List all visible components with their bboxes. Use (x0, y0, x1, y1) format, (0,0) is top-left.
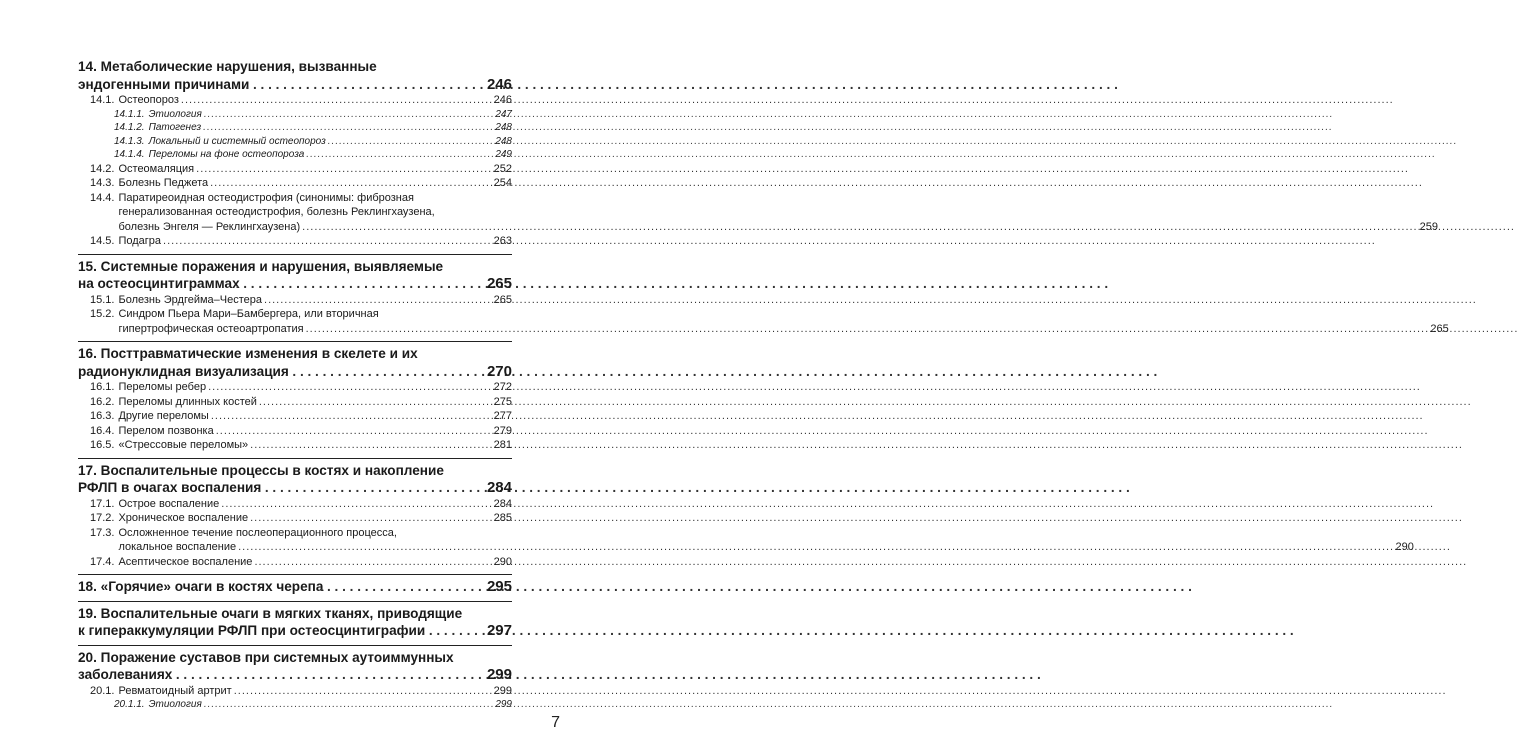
chapter-title-last-line (78, 362, 512, 381)
section-title: «Стрессовые переломы» (118, 439, 249, 451)
chapter-entry[interactable] (78, 574, 512, 601)
section-page-number: 263 (493, 235, 512, 247)
chapter-page-number: 265 (486, 275, 512, 292)
section-title-line: Синдром Пьера Мари–Бамбергера, или вторичная (118, 308, 379, 320)
section-number: 16.2. (90, 395, 115, 408)
subsection-page-number: 299 (495, 699, 512, 710)
chapter-page-number: 295 (486, 578, 512, 595)
section-number: 14.3. (90, 177, 115, 189)
section-page-number: 284 (493, 497, 512, 510)
section-number: 15.2. (90, 308, 115, 320)
chapter-title-last-line (78, 622, 512, 640)
leader-dots (264, 293, 492, 308)
leader-dots (211, 409, 492, 424)
chapter-entry[interactable] (78, 58, 1438, 254)
section-title: Подагра (118, 235, 162, 247)
subsection-number: 14.1.4. (114, 149, 145, 160)
chapter-title (78, 649, 512, 684)
section-number: 14.2. (90, 162, 115, 175)
chapter-title-line: эндогенными причинами (78, 76, 250, 92)
section-page-number: 265 (493, 293, 512, 306)
chapter-title-line: 15. Системные поражения и нарушения, выявляемые (78, 258, 444, 274)
subsection-entry[interactable] (78, 698, 512, 712)
chapter-page-number: 284 (486, 479, 512, 496)
subsection-page-number: 247 (495, 108, 512, 120)
section-page-number: 265 (1430, 322, 1449, 335)
chapter-page-number: 297 (486, 622, 512, 639)
section-entry[interactable] (78, 511, 512, 526)
subsection-number: 14.1.2. (114, 122, 145, 133)
chapter-title-line: заболеваниях (78, 667, 173, 682)
chapter-entry[interactable] (78, 645, 512, 717)
section-number: 17.2. (90, 512, 115, 524)
section-title: Переломы ребер (118, 381, 207, 393)
subsection-number: 14.1.1. (114, 108, 145, 120)
leader-dots (196, 162, 492, 177)
section-page-number: 272 (493, 381, 512, 393)
leader-dots (203, 121, 493, 135)
section-entry[interactable] (78, 307, 1449, 336)
section-entry[interactable] (78, 234, 512, 249)
leader-dots (328, 135, 494, 149)
section-title: Остеомаляция (118, 162, 195, 175)
chapter-title-line: радионуклидная визуализация (78, 363, 289, 379)
section-entry[interactable] (78, 497, 512, 512)
subsection-entry[interactable] (78, 108, 512, 122)
section-title-last-line (118, 322, 1448, 337)
section-title: Переломы длинных костей (118, 395, 257, 408)
section-title: Болезнь Эрдгейма–Честера (118, 293, 263, 306)
subsection-page-number: 248 (495, 135, 512, 147)
chapter-title-last-line (78, 275, 512, 293)
chapter-title-line: 16. Посттравматические изменения в скелете и их (78, 346, 418, 361)
subsection-number: 14.1.3. (114, 135, 145, 147)
leader-dots (174, 666, 487, 684)
leader-dots (306, 148, 493, 162)
section-title-line: Осложненное течение послеоперационного процесса, (118, 526, 397, 539)
section-title: Ревматоидный артрит (118, 684, 232, 697)
leader-dots (181, 93, 492, 108)
subsection-title: Этиология (148, 108, 202, 120)
leader-dots (210, 176, 492, 191)
section-page-number: 252 (493, 162, 512, 175)
chapter-title-last-line (78, 479, 512, 497)
subsection-entry[interactable] (78, 121, 512, 135)
section-number: 16.3. (90, 410, 115, 422)
chapter-page-number: 270 (486, 362, 512, 380)
section-entry[interactable] (78, 684, 512, 699)
chapter-title (78, 462, 512, 497)
subsection-title: Переломы на фоне остеопороза (148, 149, 305, 160)
subsection-title: Этиология (148, 699, 202, 710)
subsection-entry[interactable] (78, 135, 512, 149)
chapter-title-line: 17. Воспалительные процессы в костях и накопление (78, 462, 444, 478)
chapter-page-number: 246 (486, 75, 512, 93)
chapter-entry[interactable] (78, 254, 1449, 342)
chapter-title-line: 14. Метаболические нарушения, вызванные (78, 59, 377, 74)
section-number: 20.1. (90, 684, 115, 697)
section-title-block (118, 307, 1448, 336)
chapter-page-number: 299 (486, 666, 512, 683)
leader-dots (216, 424, 492, 439)
section-title-last-line (118, 220, 1437, 235)
chapter-title (78, 605, 512, 640)
leader-dots (204, 698, 494, 712)
chapter-title-line: на остеосцинтиграммах (78, 276, 240, 291)
section-number: 15.1. (90, 293, 115, 306)
chapter-title-line: к гипераккумуляции РФЛП при остеосцинтиграфии (78, 623, 426, 638)
leader-dots (234, 684, 492, 699)
section-title-line: гипертрофическая остеоартропатия (118, 322, 304, 335)
section-entry[interactable] (78, 555, 512, 570)
section-page-number: 246 (493, 94, 512, 106)
section-page-number: 290 (1395, 541, 1414, 553)
chapter-title (78, 578, 512, 596)
subsection-page-number: 248 (495, 122, 512, 133)
section-number: 16.4. (90, 424, 115, 437)
chapter-title (78, 58, 512, 93)
chapter-title-line: 20. Поражение суставов при системных аутоиммунных (78, 649, 454, 665)
subsection-title: Локальный и системный остеопороз (148, 135, 326, 147)
section-page-number: 285 (493, 512, 512, 524)
leader-dots (302, 220, 1417, 235)
chapter-title-line: 19. Воспалительные очаги в мягких тканях, приводящие (78, 605, 463, 621)
chapter-entry[interactable] (78, 601, 512, 645)
subsection-number: 20.1.1. (114, 699, 145, 710)
chapter-title-line: 18. «Горячие» очаги в костях черепа (78, 579, 324, 594)
chapter-title-last-line (78, 75, 512, 94)
section-number: 14.4. (90, 191, 115, 204)
leader-dots (163, 234, 492, 249)
chapter-entry[interactable] (78, 458, 1414, 575)
section-page-number: 290 (493, 555, 512, 568)
section-entry[interactable] (78, 293, 512, 308)
section-number: 14.1. (90, 94, 115, 106)
table-of-contents (78, 58, 1449, 717)
section-entry[interactable] (78, 191, 1438, 235)
leader-dots (204, 108, 494, 122)
section-title-line: Паратиреоидная остеодистрофия (синонимы: фиброзная (118, 191, 414, 204)
page-number: 7 (551, 714, 560, 731)
chapter-entry[interactable] (78, 341, 512, 458)
chapter-title-last-line (78, 666, 512, 684)
leader-dots (263, 479, 487, 497)
section-entry[interactable] (78, 424, 512, 439)
chapter-title-last-line (78, 578, 512, 596)
leader-dots (291, 363, 487, 381)
leader-dots (238, 540, 1393, 555)
section-number: 14.5. (90, 235, 115, 247)
section-entry[interactable] (78, 438, 512, 453)
section-title: Болезнь Педжета (118, 177, 209, 189)
leader-dots (221, 497, 491, 512)
section-entry[interactable] (78, 162, 512, 177)
leader-dots (250, 511, 492, 526)
section-page-number: 281 (493, 439, 512, 451)
section-number: 16.1. (90, 381, 115, 393)
leader-dots (208, 380, 492, 395)
section-title: Перелом позвонка (118, 424, 214, 437)
section-number: 17.4. (90, 555, 115, 568)
section-page-number: 279 (493, 424, 512, 437)
subsection-title: Патогенез (148, 122, 202, 133)
section-entry[interactable] (78, 380, 512, 395)
section-title: Другие переломы (118, 410, 209, 422)
section-page-number: 277 (493, 410, 512, 422)
subsection-page-number: 249 (495, 149, 512, 160)
section-entry[interactable] (78, 93, 512, 108)
section-number: 16.5. (90, 439, 115, 451)
section-page-number: 275 (493, 395, 512, 408)
leader-dots (251, 76, 487, 94)
section-title: Остеопороз (118, 94, 179, 106)
section-page-number: 254 (493, 177, 512, 189)
section-number: 17.1. (90, 497, 115, 510)
leader-dots (250, 438, 491, 453)
section-title-line: локальное воспаление (118, 541, 237, 553)
section-entry[interactable] (78, 176, 512, 191)
leader-dots (242, 275, 487, 293)
chapter-title-line: РФЛП в очагах воспаления (78, 480, 262, 495)
section-title: Острое воспаление (118, 497, 220, 510)
leader-dots (254, 555, 491, 570)
chapter-title (78, 345, 512, 380)
leader-dots (325, 578, 487, 596)
section-entry[interactable] (78, 409, 512, 424)
section-title-block (118, 526, 1413, 555)
section-title-line: болезнь Энгеля — Реклингхаузена) (118, 220, 301, 233)
leader-dots (427, 622, 487, 640)
section-title-block (118, 191, 1437, 235)
section-page-number: 259 (1419, 220, 1438, 233)
section-page-number: 299 (493, 684, 512, 697)
chapter-title (78, 258, 512, 293)
section-title: Асептическое воспаление (118, 555, 253, 568)
leader-dots (306, 322, 1429, 337)
section-entry[interactable] (78, 395, 512, 410)
section-title-last-line (118, 540, 1413, 555)
subsection-entry[interactable] (78, 148, 512, 162)
section-title-line: генерализованная остеодистрофия, болезнь Реклингхаузена, (118, 206, 435, 218)
section-entry[interactable] (78, 526, 1414, 555)
leader-dots (259, 395, 492, 410)
section-title: Хроническое воспаление (118, 512, 249, 524)
section-number: 17.3. (90, 526, 115, 539)
